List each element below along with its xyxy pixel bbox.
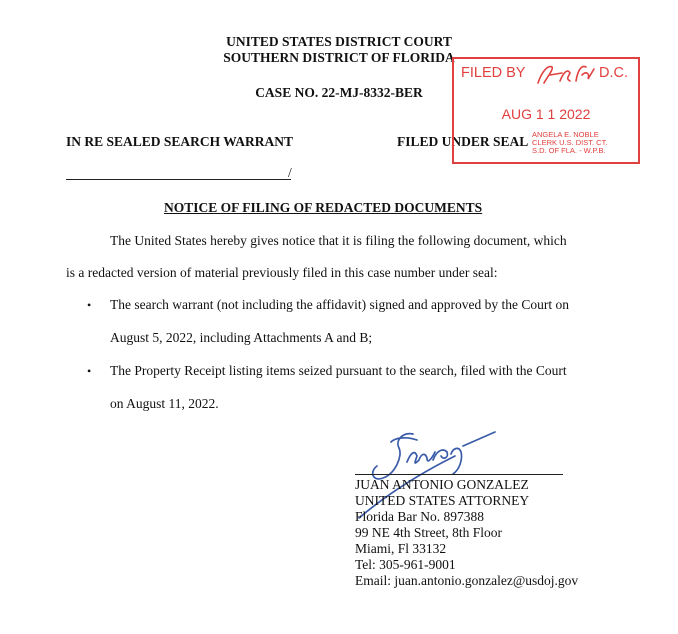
caption-in-re: IN RE SEALED SEARCH WARRANT bbox=[66, 134, 294, 149]
signer-title: UNITED STATES ATTORNEY bbox=[355, 493, 530, 508]
stamp-initials-signature bbox=[532, 63, 600, 87]
signer-email: Email: juan.antonio.gonzalez@usdoj.gov bbox=[355, 573, 579, 588]
caption-slash: / bbox=[288, 165, 292, 180]
filed-stamp bbox=[452, 57, 640, 164]
signature-line bbox=[355, 474, 563, 475]
stamp-clerk-location: S.D. OF FLA. - W.P.B. bbox=[532, 146, 606, 155]
caption-blank-line bbox=[66, 179, 291, 180]
district-name: SOUTHERN DISTRICT OF FLORIDA bbox=[223, 50, 455, 65]
bullet-marker: • bbox=[87, 364, 92, 378]
notice-paragraph-line-2: is a redacted version of material previously filed in this case number under seal: bbox=[66, 265, 498, 280]
court-name: UNITED STATES DISTRICT COURT bbox=[226, 34, 452, 49]
bullet-item-1-line-1: The search warrant (not including the affidavit) signed and approved by the Court on bbox=[110, 297, 569, 312]
bullet-marker: • bbox=[87, 298, 92, 312]
notice-paragraph-line-1: The United States hereby gives notice that it is filing the following document, which bbox=[110, 233, 567, 248]
signer-address-line-2: Miami, Fl 33132 bbox=[355, 541, 447, 556]
signer-bar-number: Florida Bar No. 897388 bbox=[355, 509, 484, 524]
bullet-item-2-line-1: The Property Receipt listing items seized pursuant to the search, filed with the Court bbox=[110, 363, 567, 378]
notice-title: NOTICE OF FILING OF REDACTED DOCUMENTS bbox=[164, 200, 483, 215]
stamp-clerk-office: CLERK U.S. DIST. CT. bbox=[532, 138, 608, 147]
case-number: CASE NO. 22-MJ-8332-BER bbox=[255, 85, 423, 100]
caption-filed-under-seal: FILED UNDER SEAL bbox=[397, 134, 529, 149]
stamp-filed-by: FILED BY bbox=[461, 65, 526, 81]
bullet-item-2-line-2: on August 11, 2022. bbox=[110, 396, 219, 411]
stamp-dc: D.C. bbox=[599, 65, 628, 81]
signer-address-line-1: 99 NE 4th Street, 8th Floor bbox=[355, 525, 502, 540]
signer-name: JUAN ANTONIO GONZALEZ bbox=[355, 477, 529, 492]
signer-telephone: Tel: 305-961-9001 bbox=[355, 557, 456, 572]
stamp-clerk bbox=[532, 131, 607, 155]
stamp-clerk-name: ANGELA E. NOBLE bbox=[532, 130, 599, 139]
bullet-item-1-line-2: August 5, 2022, including Attachments A and B; bbox=[110, 330, 373, 345]
stamp-date: AUG 1 1 2022 bbox=[501, 106, 591, 122]
